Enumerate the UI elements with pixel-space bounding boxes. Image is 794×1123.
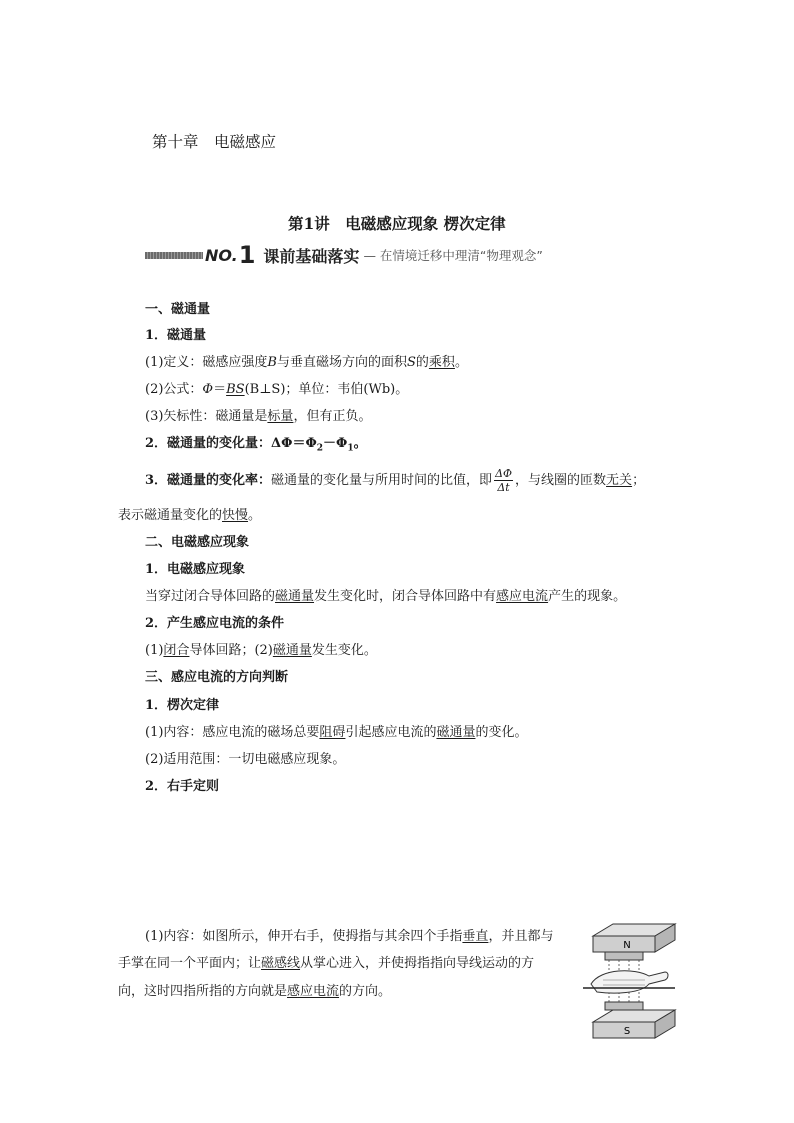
right-hand-rule-figure	[583, 922, 678, 1040]
text-run: 向，这时四指所指的方向就是	[118, 984, 288, 999]
fraction-numerator: ΔΦ	[495, 467, 513, 480]
answer-irrelevant: 无关	[606, 473, 633, 488]
subscript-1: 1	[347, 443, 354, 454]
banner-no-label: NO.	[205, 245, 238, 265]
flux-change	[145, 435, 367, 458]
north-label: N	[623, 940, 631, 951]
text-run: －Φ	[323, 436, 348, 451]
right-hand-line1	[145, 928, 553, 946]
text-run: ；	[632, 473, 646, 488]
answer-flux: 磁通量	[272, 643, 312, 658]
subheading-flux: 1．磁通量	[145, 328, 207, 343]
banner-number: 1	[238, 241, 256, 269]
text-run: 产生的现象。	[548, 589, 627, 604]
answer-speed: 快慢	[222, 508, 249, 523]
text-run: ，与线圈的匝数	[515, 473, 607, 488]
right-hand	[591, 971, 668, 993]
text-run: ，并且都与	[488, 929, 554, 944]
text-run: 从掌心进入，并使拇指指向导线运动的方	[300, 956, 535, 971]
text-run: 的变化。	[475, 725, 528, 740]
text-run: (3)矢标性：磁通量是	[145, 409, 268, 424]
symbol-s: S	[407, 355, 416, 370]
text-run: ，但有正负。	[293, 409, 372, 424]
answer-scalar: 标量	[267, 409, 294, 424]
text-run: ＝	[213, 382, 227, 397]
flux-rate	[145, 467, 645, 494]
text-run: 。	[248, 508, 262, 523]
text-run: (1)内容：如图所示，伸开右手，使拇指与其余四个手指	[145, 929, 463, 944]
magnet-n-pole	[605, 952, 643, 960]
banner-subtitle: — 在情境迁移中理清“物理观念”	[363, 248, 543, 263]
text-run: ；单位：韦伯(Wb)。	[285, 382, 409, 397]
heading-flux: 一、磁通量	[145, 302, 211, 317]
text-run: 3．磁通量的变化率：	[145, 473, 272, 488]
subheading-right-hand: 2．右手定则	[145, 779, 220, 794]
text-run: (1)定义：磁感应强度	[145, 355, 268, 370]
text-run: 的方向。	[339, 984, 392, 999]
answer-closed: 闭合	[163, 643, 190, 658]
section-banner	[145, 240, 543, 270]
formula-condition: (B⊥S)	[244, 382, 286, 397]
banner-stripe	[145, 252, 203, 259]
answer-product: 乘积	[428, 355, 455, 370]
subheading-induction: 1．电磁感应现象	[145, 562, 246, 577]
heading-induction: 二、电磁感应现象	[145, 535, 250, 550]
text-run: 发生变化时，闭合导体回路中有	[314, 589, 497, 604]
right-hand-line3	[118, 983, 391, 1001]
symbol-b: B	[267, 355, 277, 370]
lecture-title: 第1讲 电磁感应现象 楞次定律	[288, 214, 506, 233]
flux-formula	[145, 381, 408, 399]
induction-conditions	[145, 642, 377, 660]
text-run: 2．磁通量的变化量：ΔΦ＝Φ	[145, 436, 317, 451]
south-label: S	[623, 1026, 631, 1037]
subheading-conditions: 2．产生感应电流的条件	[145, 616, 285, 631]
flux-rate-cont	[118, 507, 261, 525]
answer-hinder: 阻碍	[319, 725, 346, 740]
answer-flux: 磁通量	[275, 589, 315, 604]
text-run: 导体回路；(2)	[189, 643, 273, 658]
lenz-content	[145, 724, 527, 742]
induction-definition	[145, 588, 626, 606]
lenz-scope: (2)适用范围：一切电磁感应现象。	[145, 752, 346, 767]
answer-field-lines: 磁感线	[261, 956, 301, 971]
text-run: (1)内容：感应电流的磁场总要	[145, 725, 320, 740]
text-run: 。	[353, 436, 367, 451]
text-run: (2)公式：	[145, 382, 203, 397]
answer-flux: 磁通量	[436, 725, 476, 740]
right-hand-line2	[118, 955, 534, 973]
banner-title: 课前基础落实	[263, 246, 360, 266]
text-run: 与垂直磁场方向的面积	[276, 355, 407, 370]
text-run: 发生变化。	[311, 643, 377, 658]
text-run: (1)	[145, 643, 164, 658]
subheading-lenz: 1．楞次定律	[145, 698, 220, 713]
flux-vector-scalar	[145, 408, 371, 426]
flux-definition	[145, 354, 468, 372]
chapter-title: 第十章 电磁感应	[152, 133, 277, 151]
magnet-s-pole	[605, 1002, 643, 1010]
heading-direction: 三、感应电流的方向判断	[145, 670, 289, 685]
text-run: 的	[415, 355, 429, 370]
fraction-dphi-dt	[494, 467, 513, 494]
fraction-denominator: Δt	[497, 481, 510, 494]
text-run: 当穿过闭合导体回路的	[145, 589, 276, 604]
subscript-2: 2	[316, 443, 324, 454]
text-run: 手掌在同一个平面内；让	[118, 956, 262, 971]
text-run: 。	[454, 355, 468, 370]
answer-bs: BS	[226, 382, 245, 397]
text-run: 引起感应电流的	[345, 725, 437, 740]
text-run: 表示磁通量变化的	[118, 508, 223, 523]
symbol-phi: Φ	[202, 382, 214, 397]
answer-current: 感应电流	[496, 589, 549, 604]
answer-perpendicular: 垂直	[462, 929, 489, 944]
text-run: 磁通量的变化量与所用时间的比值，即	[271, 473, 493, 488]
answer-current: 感应电流	[287, 984, 340, 999]
